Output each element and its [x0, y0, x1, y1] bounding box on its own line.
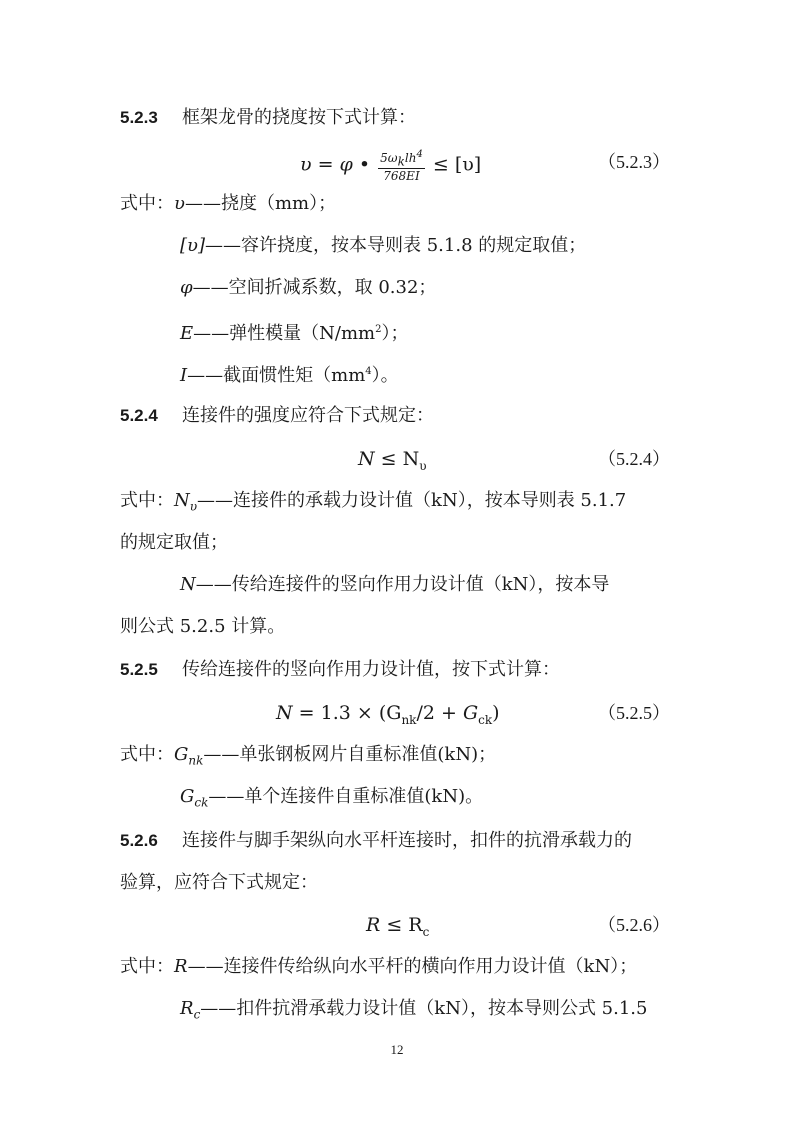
section-heading	[120, 404, 434, 428]
equation-number: （5.2.5）	[598, 703, 670, 723]
section-heading	[120, 658, 560, 682]
definition-line: 则公式 5.2.5 计算。	[120, 616, 286, 637]
section-heading	[120, 106, 416, 130]
formula-lhs: υ = φ •	[300, 153, 371, 176]
section-heading	[120, 829, 632, 853]
symbol: R	[180, 998, 194, 1019]
formula	[300, 148, 481, 183]
symbol: N	[174, 490, 190, 511]
definition-line: 式中：R——连接件传给纵向水平杆的横向作用力设计值（kN）；	[120, 956, 638, 977]
section-title: 传给连接件的竖向作用力设计值，按下式计算：	[182, 659, 560, 680]
section-number: 5.2.4	[120, 406, 158, 425]
formula: $N \le N_\upsilon$	[358, 448, 427, 473]
section-title: 连接件与脚手架纵向水平杆连接时，扣件的抗滑承载力的	[182, 830, 632, 851]
fraction	[378, 148, 425, 183]
section-title-continuation: 验算，应符合下式规定：	[120, 872, 318, 893]
section-number: 5.2.3	[120, 108, 158, 127]
equation-number: （5.2.4）	[598, 449, 670, 469]
formula: $R \le R_c$	[366, 914, 430, 939]
definition-line: 式中：$N_\upsilon——$连接件的承载力设计值（kN），按本导则表 5.1.7	[120, 490, 627, 514]
page-number: 12	[390, 1042, 404, 1057]
symbol: R	[174, 956, 188, 977]
symbol: [υ]	[180, 235, 205, 256]
fraction-numerator: $5\omega_klh^4$	[380, 149, 423, 169]
section-title: 框架龙骨的挠度按下式计算：	[182, 107, 416, 128]
definition-line: 的规定取值；	[120, 532, 228, 553]
definition-line: $R_c——$扣件抗滑承载力设计值（kN），按本导则公式 5.1.5	[180, 998, 648, 1022]
definition-text: ——空间折减系数，取 0.32；	[192, 277, 437, 298]
fraction-denominator: 768EI	[383, 169, 420, 184]
definition-line: 式中：$G_{nk}——$单张钢板网片自重标准值(kN)；	[120, 744, 497, 768]
definition-line	[180, 234, 586, 258]
equation-number: （5.2.3）	[598, 152, 670, 172]
symbol: N	[180, 574, 196, 595]
symbol: E	[180, 323, 194, 344]
symbol: G	[180, 786, 195, 807]
definition-line: I——截面惯性矩$(mm^4)$。	[180, 365, 399, 386]
formula: $N = 1.3 \times (G_{nk}/2 + G_{ck})$	[276, 702, 500, 727]
equation-number: （5.2.6）	[598, 915, 670, 935]
symbol: υ	[174, 193, 185, 214]
definition-line: E——弹性模量$(N/mm^2)$；	[180, 323, 409, 344]
section-number: 5.2.5	[120, 660, 158, 679]
definition-text: ——容许挠度，按本导则表 5.1.8 的规定取值；	[205, 235, 587, 256]
section-number: 5.2.6	[120, 831, 158, 850]
symbol: G	[174, 744, 189, 765]
symbol: φ	[180, 277, 193, 298]
section-title: 连接件的强度应符合下式规定：	[182, 405, 434, 426]
definition-line	[180, 276, 436, 300]
definition-text: ——挠度（mm）；	[184, 193, 337, 214]
formula-rhs: ≤ [υ]	[432, 153, 482, 176]
symbol: I	[180, 365, 188, 386]
definition-line: N——传给连接件的竖向作用力设计值（kN），按本导	[180, 574, 610, 595]
definition-text: ——截面惯性矩（mm	[187, 365, 366, 386]
definition-line: $G_{ck}——$单个连接件自重标准值(kN)。	[180, 786, 484, 810]
where-prefix: 式中：	[120, 193, 174, 214]
definition-line	[120, 192, 336, 216]
definition-text: ——弹性模量（N/mm	[193, 323, 376, 344]
